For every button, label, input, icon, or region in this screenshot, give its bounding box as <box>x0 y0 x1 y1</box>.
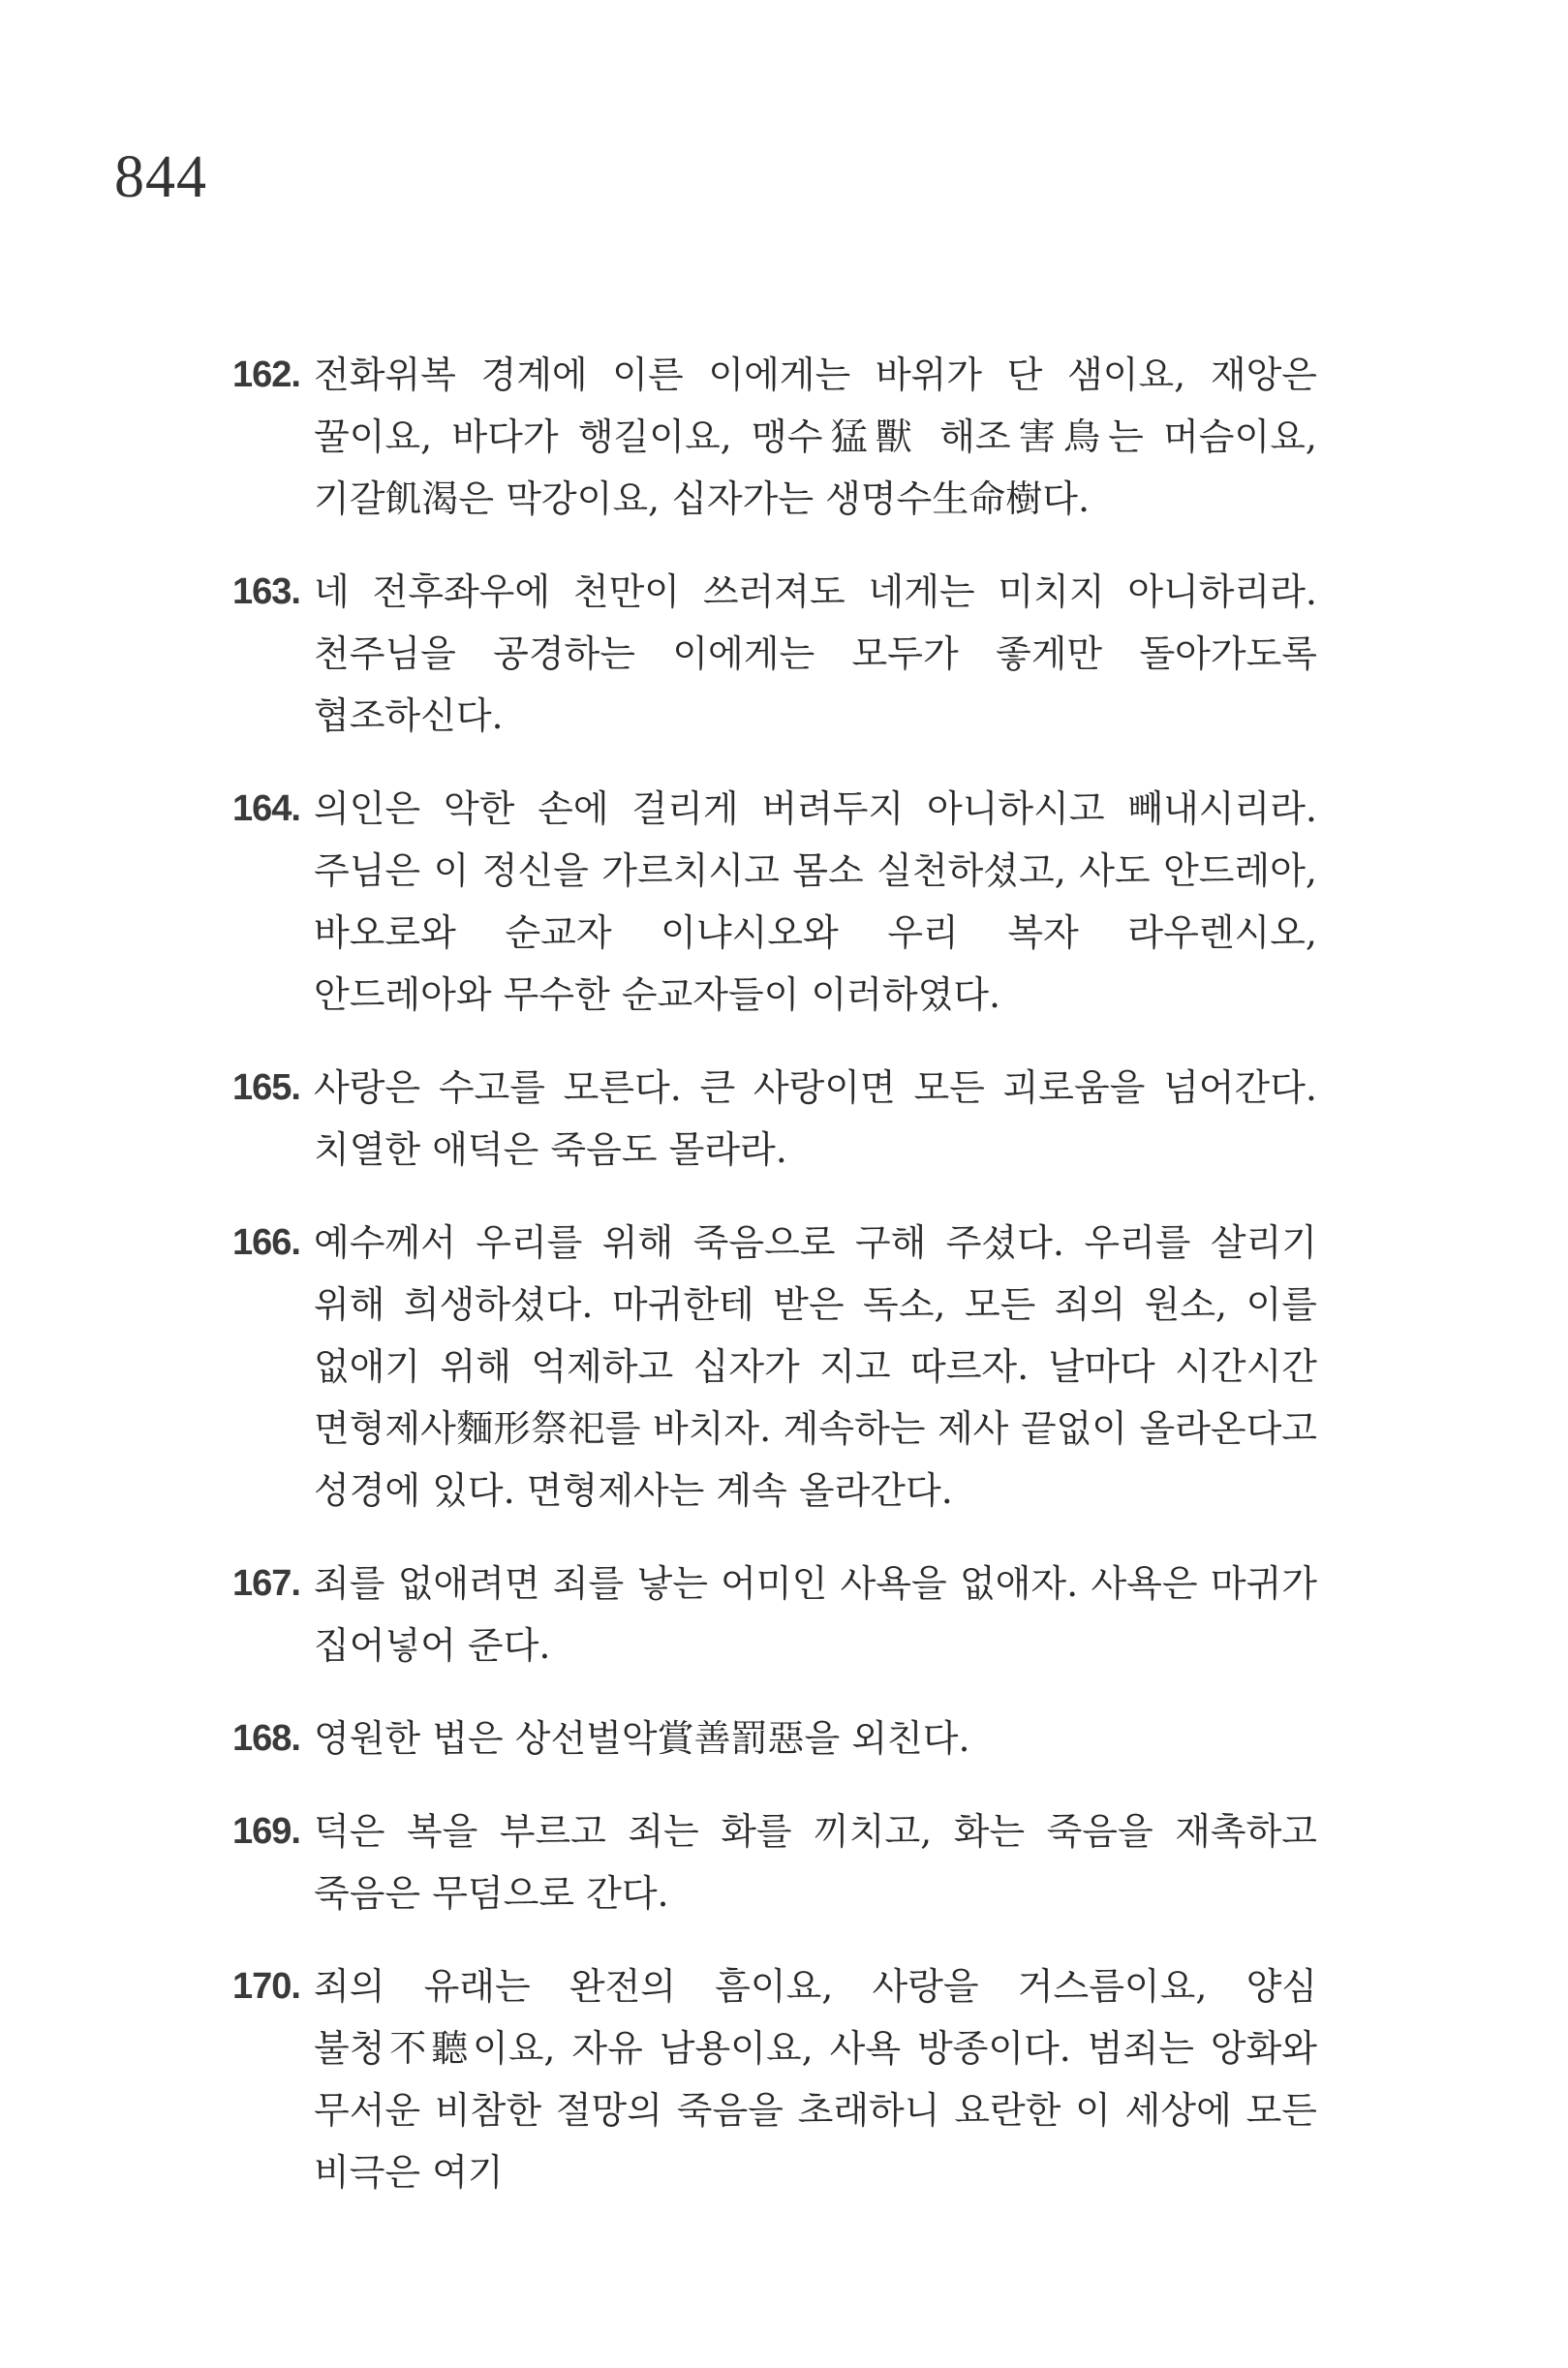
entry-number: 166. <box>232 1222 300 1263</box>
entry-number: 168. <box>232 1718 300 1759</box>
entry-169 <box>232 1800 1317 1924</box>
entry-number: 169. <box>232 1811 300 1852</box>
entry-165 <box>232 1057 1317 1181</box>
entry-list <box>232 344 1317 2234</box>
entry-text: 의인은 악한 손에 걸리게 버려두지 아니하시고 빼내시리라. 주님은 이 정신을 가르치시고 몸소 실천하셨고, 사도 안드레아, 바오로와 순교자 이냐시오와 우리 복자 라우렌시오, 안드레아와 무수한 순교자들이 이러하였다. <box>314 787 1317 1016</box>
entry-168 <box>232 1707 1317 1769</box>
entry-text: 전화위복 경계에 이른 이에게는 바위가 단 샘이요, 재앙은 꿀이요, 바다가 행길이요, 맹수猛獸 해조害鳥는 머슴이요, 기갈飢渴은 막강이요, 십자가는 생명수生命樹다. <box>314 354 1317 520</box>
entry-170 <box>232 1955 1317 2203</box>
entry-number: 162. <box>232 354 300 395</box>
entry-163 <box>232 561 1317 747</box>
entry-number: 163. <box>232 571 300 612</box>
entry-text: 예수께서 우리를 위해 죽음으로 구해 주셨다. 우리를 살리기 위해 희생하셨다. 마귀한테 받은 독소, 모든 죄의 원소, 이를 없애기 위해 억제하고 십자가 지고 따르자. 날마다 시간시간 면형제사麵形祭祀를 바치자. 계속하는 제사 끝없이 올라온다고 성경에 있다. 면형제사는 계속 올라간다. <box>314 1221 1317 1512</box>
entry-number: 164. <box>232 788 300 829</box>
entry-text: 영원한 법은 상선벌악賞善罰惡을 외친다. <box>314 1717 970 1760</box>
entry-number: 165. <box>232 1067 300 1108</box>
entry-number: 167. <box>232 1563 300 1604</box>
entry-text: 사랑은 수고를 모른다. 큰 사랑이면 모든 괴로움을 넘어간다. 치열한 애덕은 죽음도 몰라라. <box>314 1066 1317 1171</box>
entry-number: 170. <box>232 1966 300 2007</box>
entry-text: 네 전후좌우에 천만이 쓰러져도 네게는 미치지 아니하리라. 천주님을 공경하는 이에게는 모두가 좋게만 돌아가도록 협조하신다. <box>314 570 1317 737</box>
entry-162 <box>232 344 1317 530</box>
entry-text: 덕은 복을 부르고 죄는 화를 끼치고, 화는 죽음을 재촉하고 죽음은 무덤으로 간다. <box>314 1810 1317 1915</box>
entry-167 <box>232 1553 1317 1676</box>
page-number: 844 <box>114 144 207 210</box>
entry-166 <box>232 1212 1317 1522</box>
entry-164 <box>232 778 1317 1026</box>
entry-text: 죄를 없애려면 죄를 낳는 어미인 사욕을 없애자. 사욕은 마귀가 집어넣어 준다. <box>314 1562 1317 1667</box>
entry-text: 죄의 유래는 완전의 흠이요, 사랑을 거스름이요, 양심 불청不聽이요, 자유 남용이요, 사욕 방종이다. 범죄는 앙화와 무서운 비참한 절망의 죽음을 초래하니 요란한 이 세상에 모든 비극은 여기 <box>314 1965 1317 2194</box>
